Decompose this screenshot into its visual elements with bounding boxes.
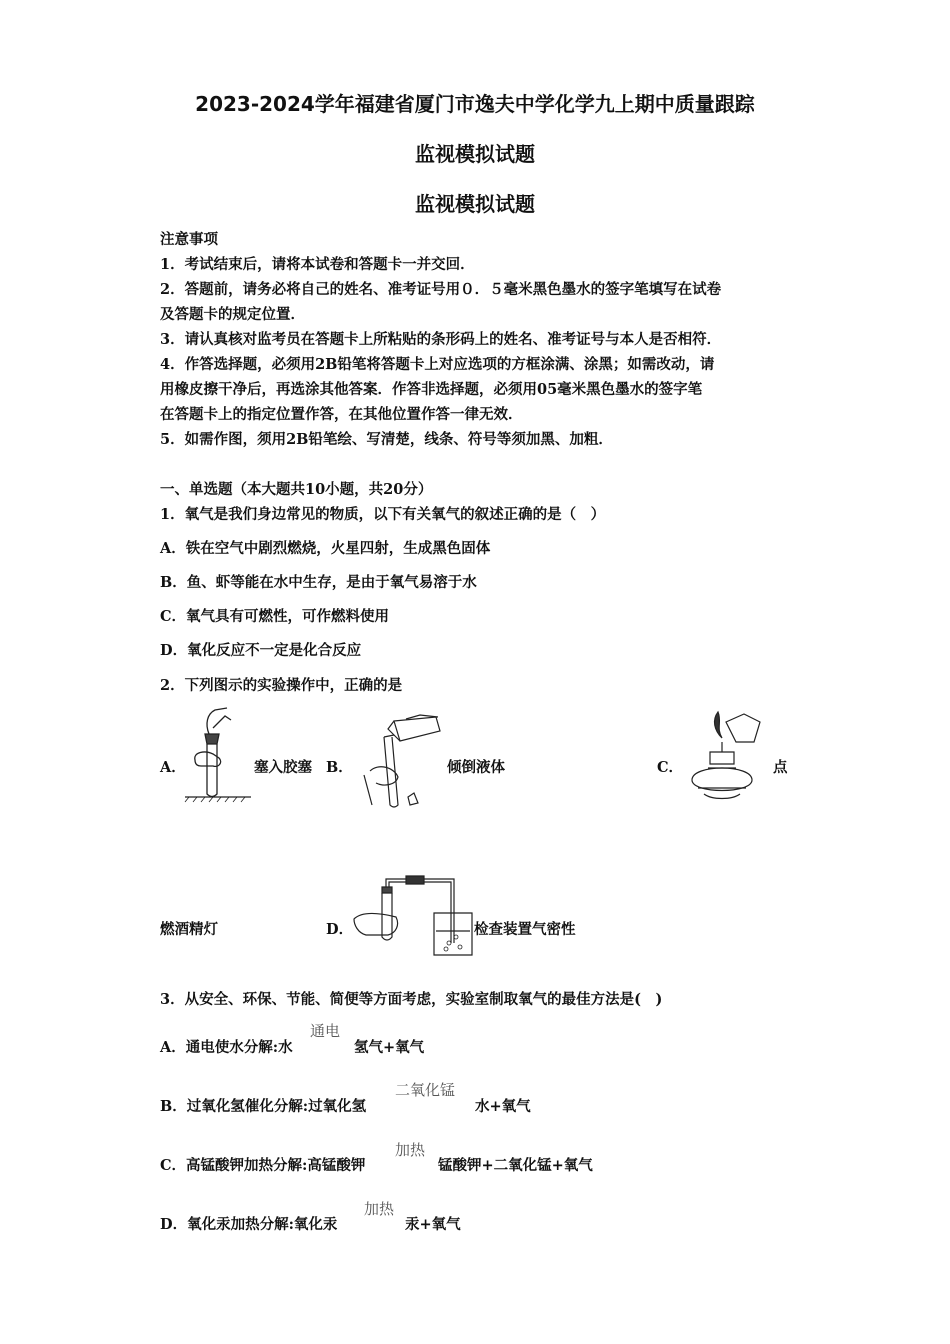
q3-option-c — [160, 1154, 365, 1175]
q3-stem: 3．从安全、环保、节能、简便等方面考虑，实验室制取氧气的最佳方法是( ) — [160, 991, 663, 1008]
notice-line: 5．如需作图，须用2B铅笔绘、写清楚，线条、符号等须加黑、加粗． — [160, 431, 613, 448]
notice-line: 在答题卡上的指定位置作答，在其他位置作答一律无效． — [160, 406, 523, 423]
notice-heading: 注意事项 — [160, 231, 218, 248]
q3-option-c-prefix: C．高锰酸钾加热分解:高锰酸钾 — [160, 1157, 366, 1174]
notice-line: 3．请认真核对监考员在答题卡上所粘贴的条形码上的姓名、准考证号与本人是否相符． — [160, 331, 722, 348]
q2-option-b-label: B． — [326, 759, 353, 776]
q2-stem: 2．下列图示的实验操作中，正确的是 — [160, 677, 403, 694]
test-tube-stopper-figure — [183, 704, 253, 804]
title-line-2: 监视模拟试题 — [415, 142, 535, 166]
notice-line: 1．考试结束后，请将本试卷和答题卡一并交回． — [160, 256, 475, 273]
section-heading: 一、单选题（本大题共10小题，共20分） — [160, 481, 433, 498]
q3-option-d-products: 汞+氧气 — [405, 1216, 461, 1233]
q3-option-b-products: 水+氧气 — [475, 1098, 531, 1115]
q2-option-d-text: 检查装置气密性 — [474, 921, 576, 938]
q2-option-a-text: 塞入胶塞 — [254, 759, 312, 776]
q2-option-a-label: A． — [160, 759, 186, 776]
q3-option-b-condition: 二氧化锰 — [395, 1081, 456, 1099]
q1-option-a: A．铁在空气中剧烈燃烧，火星四射，生成黑色固体 — [160, 540, 491, 557]
notice-line: 及答题卡的规定位置． — [160, 306, 305, 323]
alcohol-lamp-figure — [682, 708, 774, 804]
q3-option-d-condition: 加热 — [364, 1200, 395, 1218]
q1-option-c: C．氧气具有可燃性，可作燃料使用 — [160, 608, 390, 625]
title-line-3: 监视模拟试题 — [415, 192, 535, 216]
q2-option-c-label: C． — [657, 759, 684, 776]
notice-line: 4．作答选择题，必须用2B铅笔将答题卡上对应选项的方框涂满、涂黑；如需改动，请 — [160, 356, 715, 373]
q1-stem: 1．氧气是我们身边常见的物质，以下有关氧气的叙述正确的是（ ） — [160, 506, 606, 523]
q3-option-d — [160, 1213, 337, 1234]
q1-option-b: B．鱼、虾等能在水中生存，是由于氧气易溶于水 — [160, 574, 477, 591]
q1-option-d: D．氧化反应不一定是化合反应 — [160, 642, 362, 659]
q3-option-d-prefix: D．氧化汞加热分解:氧化汞 — [160, 1216, 338, 1233]
notice-line: 2．答题前，请务必将自己的姓名、准考证号用０．５毫米黑色墨水的签字笔填写在试卷 — [160, 281, 722, 298]
q3-option-a-prefix: A．通电使水分解:水 — [160, 1039, 293, 1056]
q3-option-a-products: 氢气+氧气 — [354, 1039, 425, 1056]
title-line-1: 2023-2024学年福建省厦门市逸夫中学化学九上期中质量跟踪 — [195, 92, 755, 116]
q2-option-b-text: 倾倒液体 — [447, 759, 505, 776]
airtightness-check-figure — [352, 873, 472, 959]
q2-option-d-label: D． — [326, 921, 354, 938]
q2-option-c-text-1: 点 — [773, 759, 788, 776]
q3-option-b — [160, 1095, 366, 1116]
q3-option-a — [160, 1036, 293, 1057]
q3-option-a-condition: 通电 — [310, 1022, 341, 1040]
pour-liquid-figure — [350, 713, 450, 809]
notice-line: 用橡皮擦干净后，再选涂其他答案．作答非选择题，必须用05毫米黑色墨水的签字笔 — [160, 381, 703, 398]
q2-option-c-text-2: 燃酒精灯 — [160, 921, 218, 938]
q3-option-b-prefix: B．过氧化氢催化分解:过氧化氢 — [160, 1098, 367, 1115]
q3-option-c-condition: 加热 — [395, 1141, 426, 1159]
q3-option-c-products: 锰酸钾+二氧化锰+氧气 — [438, 1157, 593, 1174]
